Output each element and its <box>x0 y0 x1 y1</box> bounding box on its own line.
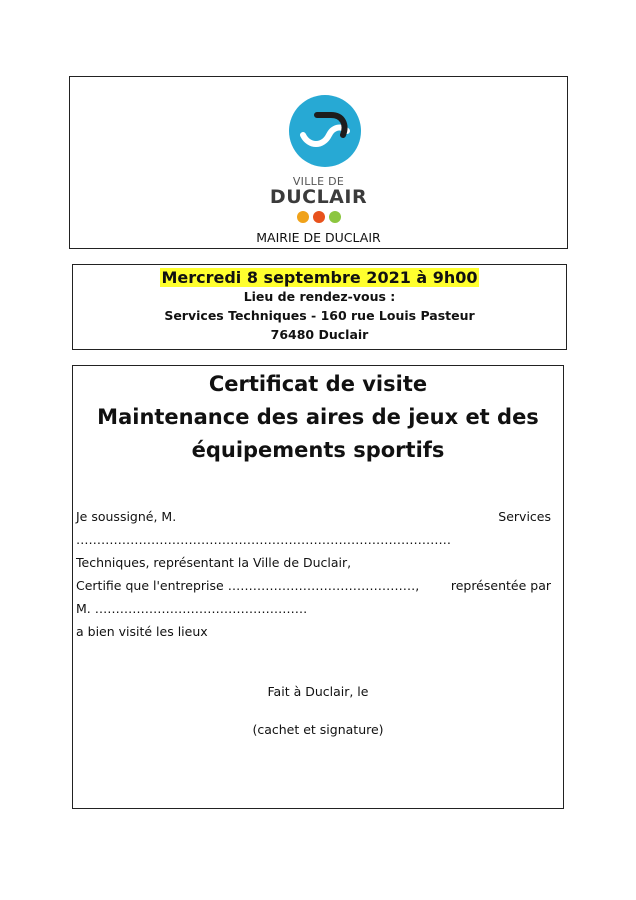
address-line2: 76480 Duclair <box>270 327 369 342</box>
certificate-title-line2: Maintenance des aires de jeux et des <box>97 405 539 429</box>
paragraph-soussigne <box>76 505 551 574</box>
certifie-end: représentée par <box>450 578 551 593</box>
certifie-line3: a bien visité les lieux <box>76 624 208 639</box>
fait-a-duclair: Fait à Duclair, le <box>267 684 369 699</box>
soussigne-end: Services <box>498 509 551 524</box>
cachet-signature: (cachet et signature) <box>252 722 384 737</box>
visit-date <box>73 268 566 287</box>
certificate-title-line1: Certificat de visite <box>208 372 428 396</box>
certifie-start: Certifie que l'entreprise ………………………………………, <box>76 578 420 593</box>
address-line1: Services Techniques - 160 rue Louis Pasteur <box>164 308 475 323</box>
certificate-title-line3: équipements sportifs <box>191 438 445 462</box>
header-box <box>69 76 568 249</box>
info-box <box>72 264 567 350</box>
soussigne-line2: Techniques, représentant la Ville de Duclair, <box>76 555 352 570</box>
logo-ville-text: VILLE DE <box>292 175 345 188</box>
paragraph-certifie <box>76 574 551 643</box>
logo-circle-icon <box>289 95 361 167</box>
red-dot-icon <box>313 211 325 223</box>
soussigne-start: Je soussigné, M. ……………………………………………………………………………… <box>76 509 451 547</box>
logo-name-text: DUCLAIR <box>269 186 368 208</box>
duclair-logo <box>264 93 374 223</box>
lieu-label: Lieu de rendez-vous : <box>243 289 396 304</box>
orange-dot-icon <box>297 211 309 223</box>
logo-dots <box>297 211 341 223</box>
mairie-label: MAIRIE DE DUCLAIR <box>256 230 381 245</box>
green-dot-icon <box>329 211 341 223</box>
certificate-box <box>72 365 564 809</box>
visit-date-text: Mercredi 8 septembre 2021 à 9h00 <box>161 268 478 287</box>
certifie-line2: M. …………………………………………… <box>76 601 308 616</box>
